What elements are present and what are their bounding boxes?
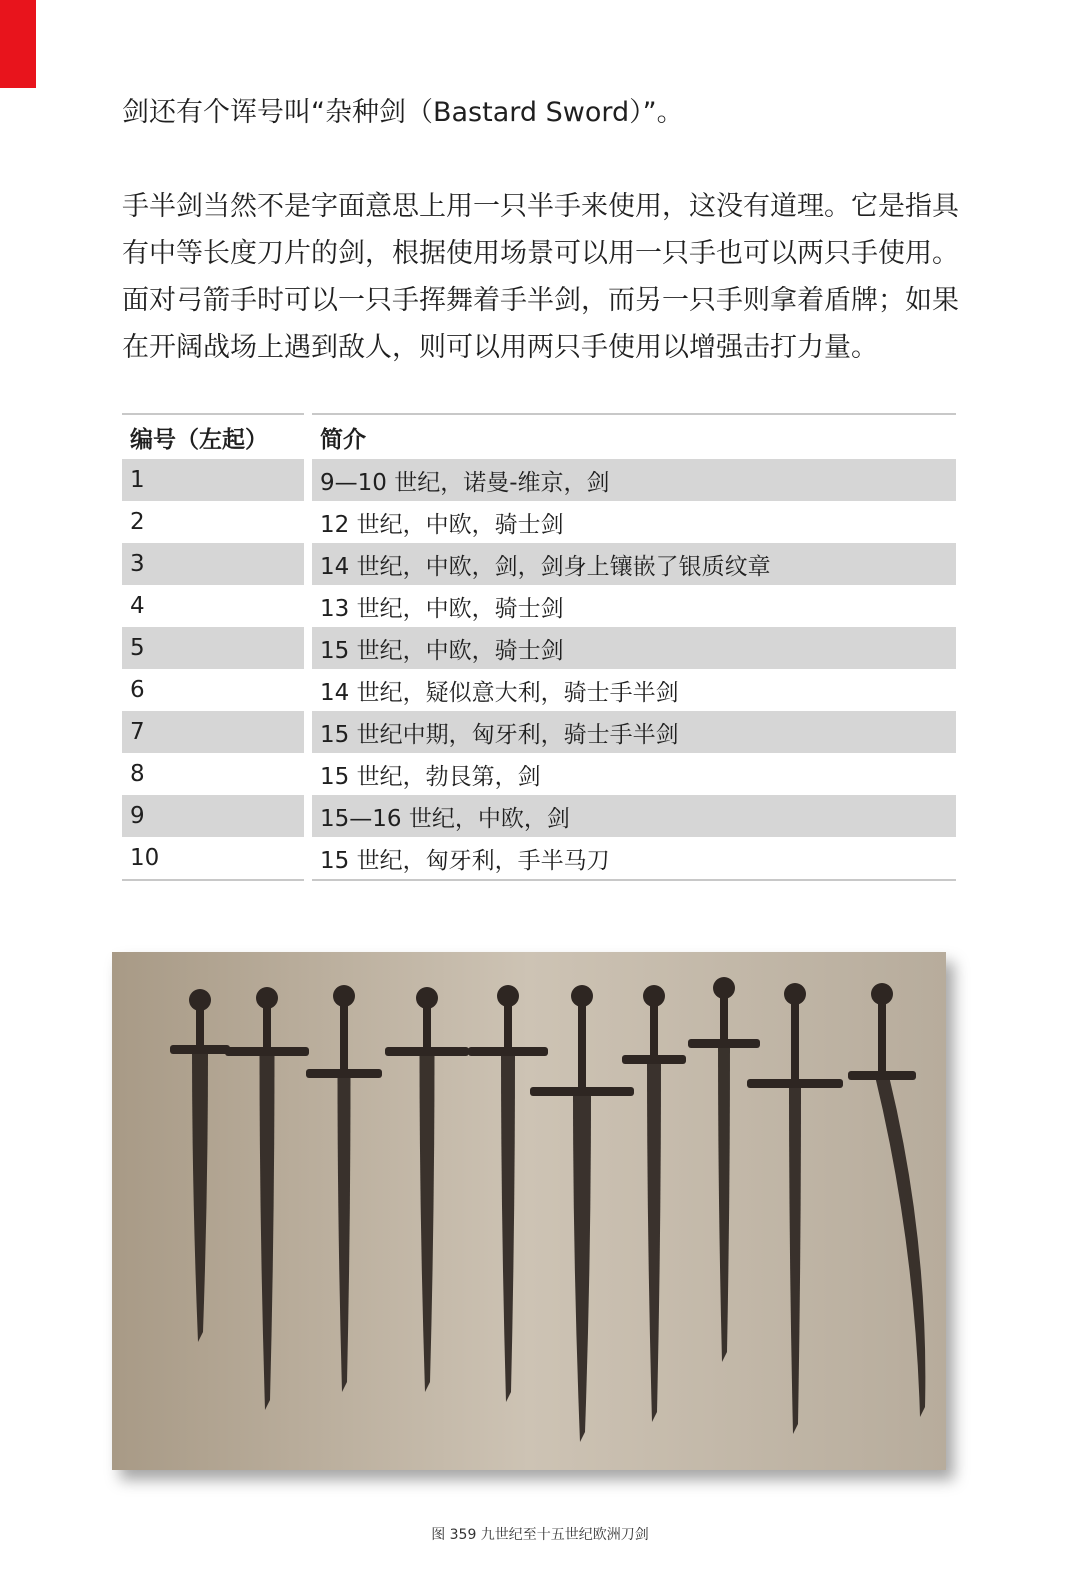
- swords-photo: [112, 952, 946, 1470]
- table-row: [122, 627, 956, 669]
- table-row: [122, 501, 956, 543]
- figure-caption: 图 359 九世纪至十五世纪欧洲刀剑: [431, 1527, 649, 1543]
- row-description: 9—10 世纪，诺曼-维京，剑: [308, 459, 956, 501]
- row-description: 15 世纪，中欧，骑士剑: [308, 627, 956, 669]
- row-description: 15—16 世纪，中欧，剑: [308, 795, 956, 837]
- paragraph-bastard-sword: 剑还有个诨号叫“杂种剑（Bastard Sword）”。: [122, 97, 684, 128]
- table-row: [122, 711, 956, 753]
- sword-table: [122, 413, 956, 881]
- table-row: [122, 543, 956, 585]
- row-description: 12 世纪，中欧，骑士剑: [308, 501, 956, 543]
- header-description: 简介: [308, 414, 956, 459]
- table-row: [122, 753, 956, 795]
- header-number: 编号（左起）: [122, 414, 308, 459]
- row-description: 15 世纪，匈牙利，手半马刀: [308, 837, 956, 880]
- row-description: 15 世纪中期，匈牙利，骑士手半剑: [308, 711, 956, 753]
- row-number: 2: [130, 509, 145, 535]
- table-row: [122, 459, 956, 501]
- table-header-row: [122, 414, 956, 459]
- red-corner-tab: [0, 0, 36, 88]
- row-description: 14 世纪，中欧，剑，剑身上镶嵌了银质纹章: [308, 543, 956, 585]
- row-number: 6: [130, 677, 145, 703]
- row-number: 7: [122, 711, 308, 753]
- row-description: 14 世纪，疑似意大利，骑士手半剑: [308, 669, 956, 711]
- row-number: 10: [122, 837, 308, 880]
- table-row: [122, 669, 956, 711]
- row-number: 5: [122, 627, 308, 669]
- row-description: 13 世纪，中欧，骑士剑: [308, 585, 956, 627]
- table-row: [122, 585, 956, 627]
- row-number: 3: [122, 543, 308, 585]
- row-number: 1: [122, 459, 308, 501]
- table-row: [122, 795, 956, 837]
- row-number: 9: [122, 795, 308, 837]
- paragraph-hand-and-half: 手半剑当然不是字面意思上用一只半手来使用，这没有道理。它是指具有中等长度刀片的剑，根据使用场景可以用一只手也可以两只手使用。面对弓箭手时可以一只手挥舞着手半剑，而另一只手则拿着盾牌；如果在开阔战场上遇到敌人，则可以用两只手使用以增强击打力量。: [122, 191, 959, 363]
- row-description: 15 世纪，勃艮第，剑: [308, 753, 956, 795]
- row-number: 8: [130, 761, 145, 787]
- table-row: [122, 837, 956, 880]
- row-number: 4: [130, 593, 145, 619]
